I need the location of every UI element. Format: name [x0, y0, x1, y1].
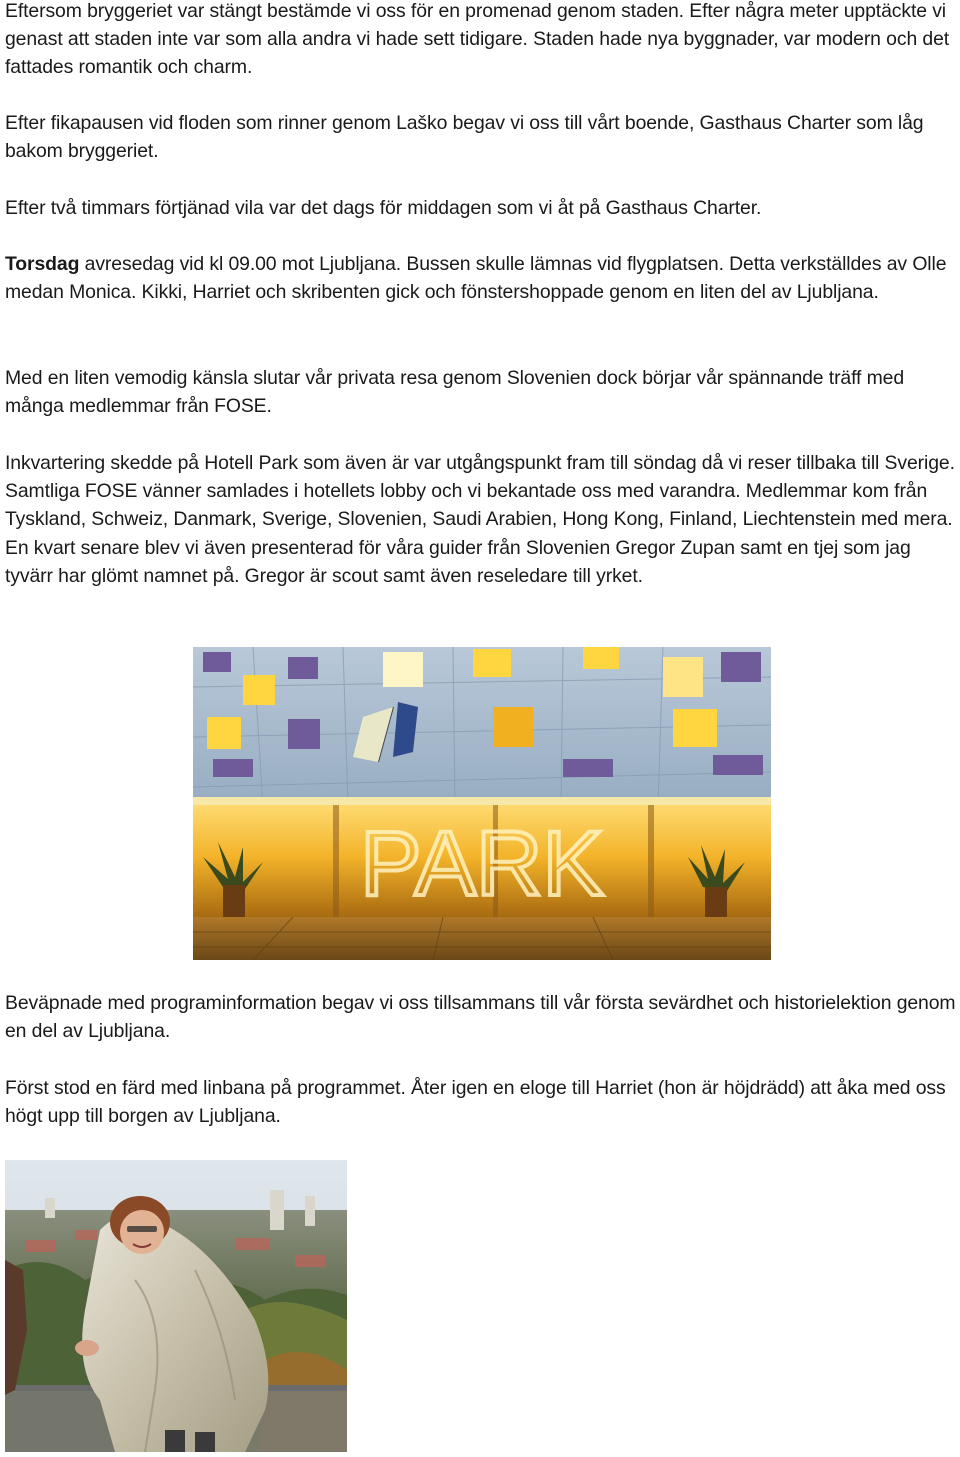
- paragraph-dinner: Efter två timmars förtjänad vila var det dags för middagen som vi åt på Gasthaus Charter.: [5, 197, 762, 219]
- paragraph-thursday: [5, 250, 960, 306]
- hotel-park-photo: [193, 647, 771, 960]
- paragraph-fika-break: Efter fikapausen vid floden som rinner genom Laško begav vi oss till vårt boende, Gasthaus Charter som låg bakom bryggeriet.: [5, 112, 924, 163]
- day-heading-thursday: Torsdag: [5, 253, 80, 275]
- paragraph-melancholy: Med en liten vemodig känsla slutar vår privata resa genom Slovenien dock börjar vår spännande träff med många medlemmar från FOSE.: [5, 367, 905, 418]
- paragraph-program-info: Beväpnade med programinformation begav vi oss tillsammans till vår första sevärdhet och historielektion genom en del av Ljubljana.: [5, 992, 956, 1043]
- paragraph-hotel-park: Inkvartering skedde på Hotell Park som även är var utgångspunkt fram till söndag då vi reser tillbaka till Sverige. Samtliga FOSE vänner samlades i hotellets lobby och vi bekantade oss med varandra. Medlemmar kom från Tyskland, Schweiz, Danmark, Sverige, Slovenien, Saudi Arabien, Hong Kong, Finland, Liechtenstein med mera. En kvart senare blev vi även presenterad för våra guider från Slovenien Gregor Zupan samt en tjej som jag tyvärr har glömt namnet på. Gregor är scout samt även reseledare till yrket.: [5, 452, 955, 587]
- paragraph-brewery-walk: Eftersom bryggeriet var stängt bestämde vi oss för en promenad genom staden. Efter några meter upptäckte vi genast att staden inte var som alla andra vi hade sett tidigare. Staden hade nya byggnader, var modern och det fattades romantik och charm.: [5, 0, 950, 79]
- paragraph-cable-car: Först stod en färd med linbana på programmet. Åter igen en eloge till Harriet (hon är höjdrädd) att åka med oss högt upp till borgen av Ljubljana.: [5, 1077, 946, 1128]
- hotel-sign-text: PARK: [360, 813, 604, 915]
- paragraph-thursday-text: avresedag vid kl 09.00 mot Ljubljana. Bussen skulle lämnas vid flygplatsen. Detta verkställdes av Olle medan Monica. Kikki, Harriet och skribenten gick och fönstershoppade genom en liten del av Ljubljana.: [5, 253, 947, 304]
- castle-viewpoint-photo: [5, 1160, 347, 1452]
